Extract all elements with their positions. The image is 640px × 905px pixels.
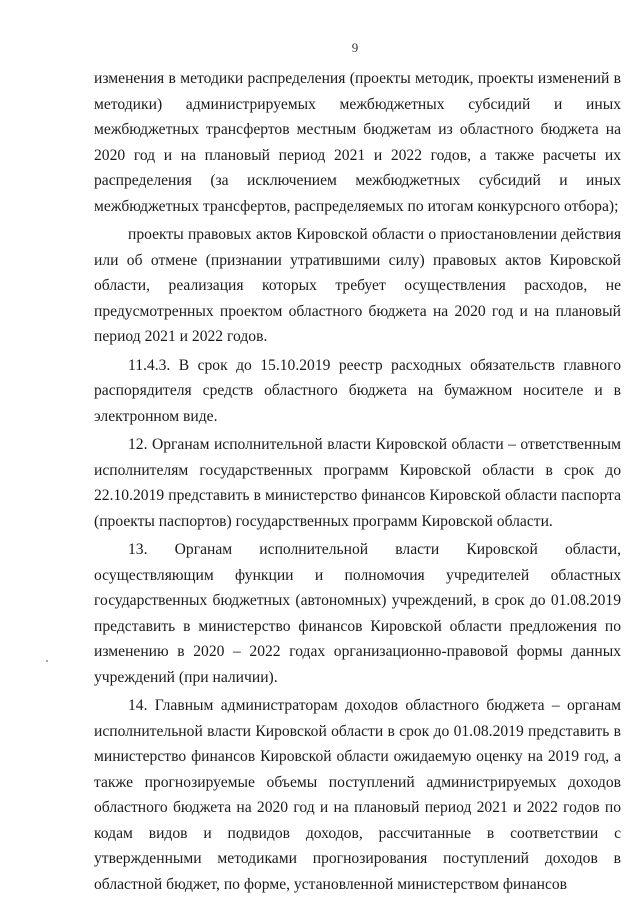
paragraph-12: 12. Органам исполнительной власти Кировской области – ответственным исполнителям государственных программ Кировской области в срок до 22.10.2019 представить в министерство финансов Кировской области паспорта (проекты паспортов) государственных программ Кировской области. xyxy=(94,436,621,530)
paragraph-11-4-3: 11.4.3. В срок до 15.10.2019 реестр расходных обязательств главного распорядителя средств областного бюджета на бумажном носителе и в электронном виде. xyxy=(94,356,621,425)
page-number: 9 xyxy=(351,40,359,55)
paragraph-projects: проекты правовых актов Кировской области о приостановлении действия или об отмене (признании утратившими силу) правовых актов Кировской области, реализация которых требует осуществления расходов, не предусмотренных проектом областного бюджета на 2020 год и на плановый период 2021 и 2022 годов. xyxy=(94,226,621,345)
scan-speck xyxy=(46,660,48,662)
document-body xyxy=(94,66,621,897)
paragraph-14: 14. Главным администраторам доходов областного бюджета – органам исполнительной власти Кировской области в срок до 01.08.2019 представить в министерство финансов Кировской области ожидаемую оценку на 2019 год, а также прогнозируемые объемы поступлений администрируемых доходов областного бюджета на 2020 год и на плановый период 2021 и 2022 годов по кодам видов и подвидов доходов, рассчитанные в соответствии с утвержденными методиками прогнозирования поступлений доходов в областной бюджет, по форме, установленной министерством финансов xyxy=(94,697,621,893)
paragraph-13: 13. Органам исполнительной власти Кировской области, осуществляющим функции и полномочия учредителей областных государственных бюджетных (автономных) учреждений, в срок до 01.08.2019 представить в министерство финансов Кировской области предложения по изменению в 2020 – 2022 годах организационно-правовой формы данных учреждений (при наличии). xyxy=(94,541,621,686)
paragraph-continuation: изменения в методики распределения (проекты методик, проекты изменений в методики) администрируемых межбюджетных субсидий и иных межбюджетных трансфертов местным бюджетам из областного бюджета на 2020 год и на плановый период 2021 и 2022 годов, а также расчеты их распределения (за исключением межбюджетных субсидий и иных межбюджетных трансфертов, распределяемых по итогам конкурсного отбора); xyxy=(94,70,621,215)
